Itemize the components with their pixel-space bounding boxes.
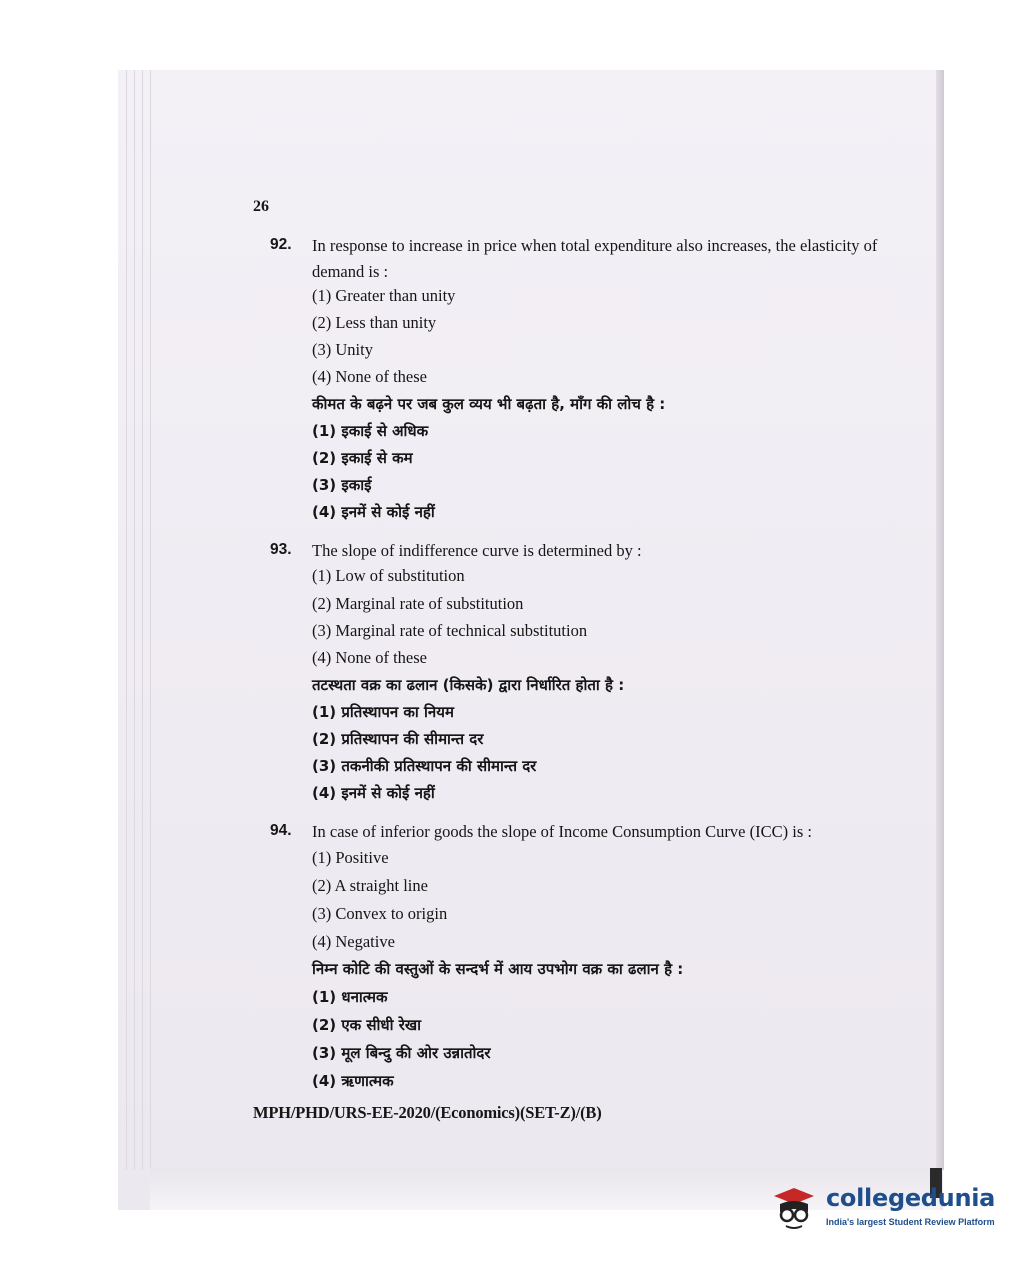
question-number: 92. xyxy=(270,236,292,253)
question-text-line: In case of inferior goods the slope of Income Consumption Curve (ICC) is : xyxy=(312,822,812,841)
brand-tagline: India's largest Student Review Platform xyxy=(826,1217,995,1227)
option: (1) Greater than unity xyxy=(312,286,456,305)
hindi-option: (3) इकाई xyxy=(312,476,372,494)
option: (3) Convex to origin xyxy=(312,904,448,923)
hindi-question-text: कीमत के बढ़ने पर जब कुल व्यय भी बढ़ता है, माँग की लोच है : xyxy=(312,395,666,413)
question-text-line: demand is : xyxy=(312,262,389,281)
hindi-option: (2) एक सीधी रेखा xyxy=(312,1016,422,1034)
question-number: 93. xyxy=(270,541,292,558)
question-text xyxy=(312,233,942,285)
page-edge-line xyxy=(134,70,135,1170)
option: (1) Positive xyxy=(312,848,389,867)
option: (2) A straight line xyxy=(312,876,428,895)
question-text-line: In response to increase in price when total expenditure also increases, the elasticity of xyxy=(312,236,878,255)
hindi-option: (2) प्रतिस्थापन की सीमान्त दर xyxy=(312,730,484,748)
hindi-option: (4) इनमें से कोई नहीं xyxy=(312,784,435,802)
option: (3) Unity xyxy=(312,340,373,359)
hindi-option: (4) इनमें से कोई नहीं xyxy=(312,503,435,521)
hindi-question-text: तटस्थता वक्र का ढलान (किसके) द्वारा निर्धारित होता है : xyxy=(312,676,625,694)
page-number: 26 xyxy=(253,198,269,215)
hindi-option: (1) धनात्मक xyxy=(312,988,388,1006)
page-edge-line xyxy=(150,70,151,1170)
hindi-option: (1) प्रतिस्थापन का नियम xyxy=(312,703,454,721)
page-edge-line xyxy=(126,70,127,1170)
option: (2) Marginal rate of substitution xyxy=(312,594,524,613)
hindi-option: (1) इकाई से अधिक xyxy=(312,422,429,440)
option: (3) Marginal rate of technical substitution xyxy=(312,621,588,640)
question-text xyxy=(312,538,942,564)
graduate-mascot-icon xyxy=(768,1182,818,1232)
option: (1) Low of substitution xyxy=(312,566,465,585)
hindi-option: (2) इकाई से कम xyxy=(312,449,413,467)
collegedunia-logo xyxy=(768,1176,998,1246)
page-edge-line xyxy=(142,70,143,1170)
option: (2) Less than unity xyxy=(312,313,437,332)
brand-name: collegedunia xyxy=(826,1184,996,1212)
question-number: 94. xyxy=(270,822,292,839)
footer-exam-code: MPH/PHD/URS-EE-2020/(Economics)(SET-Z)/(B) xyxy=(253,1103,602,1122)
hindi-question-text: निम्न कोटि की वस्तुओं के सन्दर्भ में आय उपभोग वक्र का ढलान है : xyxy=(312,960,684,978)
option: (4) None of these xyxy=(312,648,428,667)
question-text-line: The slope of indifference curve is determined by : xyxy=(312,541,642,560)
option: (4) None of these xyxy=(312,367,428,386)
hindi-option: (3) तकनीकी प्रतिस्थापन की सीमान्त दर xyxy=(312,757,537,775)
hindi-option: (3) मूल बिन्दु की ओर उन्नातोदर xyxy=(312,1044,491,1062)
option: (4) Negative xyxy=(312,932,395,951)
question-text xyxy=(312,819,942,845)
hindi-option: (4) ऋणात्मक xyxy=(312,1072,394,1090)
